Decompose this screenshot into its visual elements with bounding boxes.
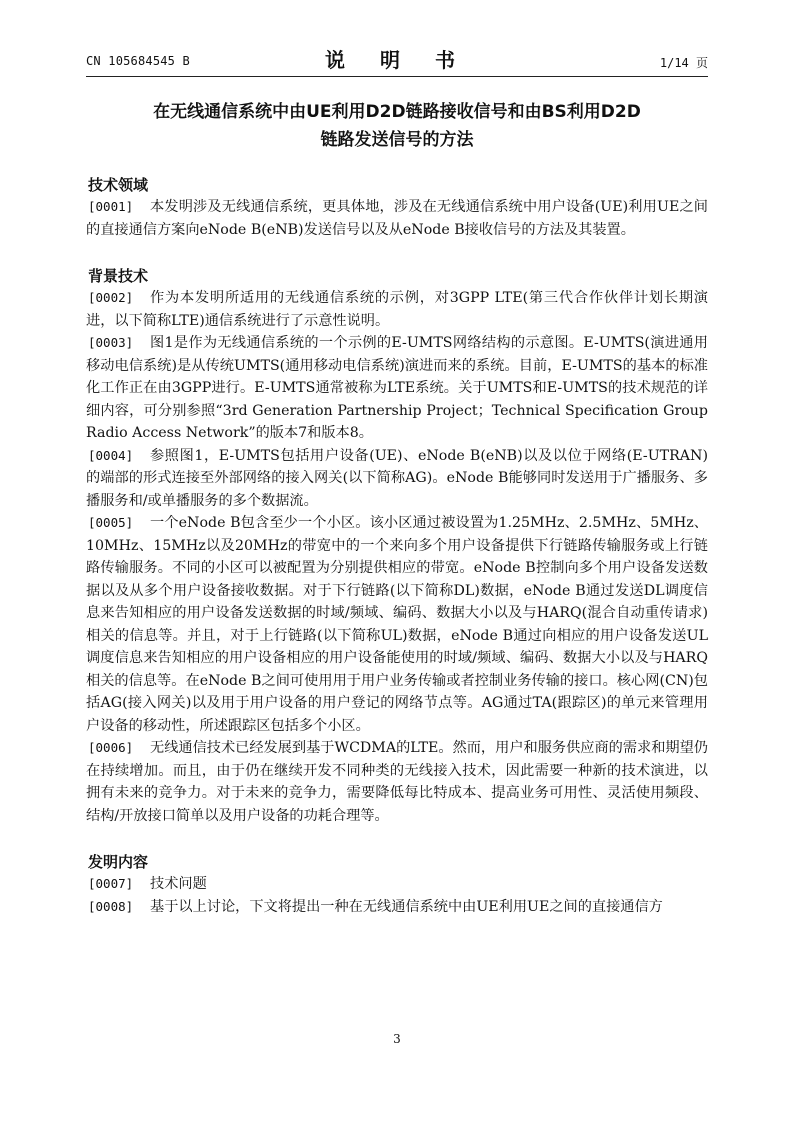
paragraph-number: [0008] <box>88 898 134 914</box>
section-heading-tech-field: 技术领域 <box>88 176 149 194</box>
page-number: 3 <box>393 1032 401 1046</box>
paragraph-text: 无线通信技术已经发展到基于WCDMA的LTE。然而，用户和服务供应商的需求和期望仍在持续增加。而且，由于仍在继续开发不同种类的无线接入技术，因此需要一种新的技术演进，以拥有未来的竞争力。对于未来的竞争力，需要降低每比特成本、提高业务可用性、灵活使用频段、结构/开放接口简单以及用户设备的功耗合理等。 <box>86 740 708 824</box>
paragraph-text: 一个eNode B包含至少一个小区。该小区通过被设置为1.25MHz、2.5MHz、5MHz、10MHz、15MHz以及20MHz的带宽中的一个来向多个用户设备提供下行链路传输服务或上行链路传输服务。不同的小区可以被配置为分别提供相应的带宽。eNode B控制向多个用户设备发送数据以及从多个用户设备接收数据。对于下行链路(以下简称DL)数据，eNode B通过发送DL调度信息来告知相应的用户设备发送数据的时域/频域、编码、数据大小以及与HARQ(混合自动重传请求)相关的信息等。并且，对于上行链路(以下简称UL)数据，eNode B通过向相应的用户设备发送UL调度信息来告知相应的用户设备相应的用户设备能使用的时域/频域、编码、数据大小以及与HARQ相关的信息等。在eNode B之间可使用用于用户业务传输或者控制业务传输的接口。核心网(CN)包括AG(接入网关)以及用于用户设备的用户登记的网络节点等。AG通过TA(跟踪区)的单元来管理用户设备的移动性，所述跟踪区包括多个小区。 <box>86 515 708 734</box>
paragraph-number: [0007] <box>88 876 134 891</box>
section-heading-background: 背景技术 <box>88 267 149 285</box>
paragraph-number: [0003] <box>88 335 134 350</box>
document-body <box>86 174 708 918</box>
document-type: 说 明 书 <box>325 48 469 72</box>
paragraph-text: 作为本发明所适用的无线通信系统的示例，对3GPP LTE(第三代合作伙伴计划长期演进，以下简称LTE)通信系统进行了示意性说明。 <box>86 290 708 329</box>
paragraph-text: 基于以上讨论，下文将提出一种在无线通信系统中由UE利用UE之间的直接通信方 <box>150 898 663 915</box>
paragraph-number: [0002] <box>88 290 134 305</box>
document-title <box>86 98 708 154</box>
page-header <box>86 44 708 74</box>
paragraph-number: [0001] <box>88 199 134 214</box>
paragraph-0005 <box>86 512 708 737</box>
header-rule <box>86 76 708 77</box>
paragraph-number: [0004] <box>88 447 134 463</box>
section-heading-summary: 发明内容 <box>88 853 149 871</box>
paragraph-text: 技术问题 <box>150 876 207 892</box>
page-label: 1/14 页 <box>659 56 708 70</box>
title-line-2: 链路发送信号的方法 <box>320 130 474 150</box>
paragraph-number: [0005] <box>88 515 134 530</box>
paragraph-0003 <box>86 332 708 445</box>
paragraph-0008 <box>86 896 708 919</box>
paragraph-0002 <box>86 287 708 332</box>
paragraph-text: 参照图1，E-UMTS包括用户设备(UE)、eNode B(eNB)以及以位于网络(E-UTRAN)的端部的形式连接至外部网络的接入网关(以下简称AG)。eNode B能够同时发送用于广播服务、多播服务和/或单播服务的多个数据流。 <box>86 447 708 509</box>
paragraph-text: 本发明涉及无线通信系统，更具体地，涉及在无线通信系统中用户设备(UE)利用UE之间的直接通信方案向eNode B(eNB)发送信号以及从eNode B接收信号的方法及其装置。 <box>86 199 708 238</box>
patent-number: CN 105684545 B <box>86 54 190 68</box>
paragraph-0007 <box>86 873 708 896</box>
paragraph-0006 <box>86 737 708 827</box>
paragraph-0001 <box>86 196 708 241</box>
paragraph-number: [0006] <box>88 740 134 755</box>
title-line-1: 在无线通信系统中由UE利用D2D链路接收信号和由BS利用D2D <box>153 102 641 122</box>
paragraph-0004 <box>86 445 708 513</box>
paragraph-text: 图1是作为无线通信系统的一个示例的E-UMTS网络结构的示意图。E-UMTS(演进通用移动电信系统)是从传统UMTS(通用移动电信系统)演进而来的系统。目前，E-UMTS的基本的标准化工作正在由3GPP进行。E-UMTS通常被称为LTE系统。关于UMTS和E-UMTS的技术规范的详细内容，可分别参照“3rd Generation Partnership Project；Technical Specification Group Radio Access Network”的版本7和版本8。 <box>86 335 708 441</box>
